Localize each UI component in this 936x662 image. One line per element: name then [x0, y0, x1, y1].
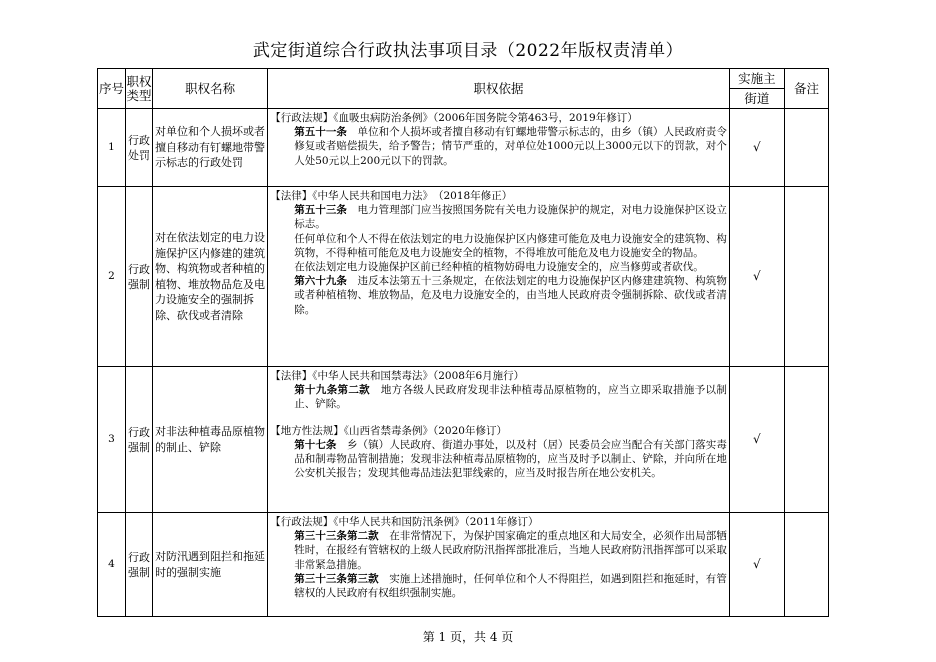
row-basis	[268, 187, 730, 367]
row-remark	[784, 109, 828, 187]
row-name: 对非法种植毒品原植物的制止、铲除	[153, 367, 268, 513]
basis-text: 在非常情况下，为保护国家确定的重点地区和大局安全，必须作出局部牺牲时，在报经有管辖权的上级人民政府防汛指挥部批准后，当地人民政府防汛指挥部可以采取非常紧急措施。	[294, 530, 727, 571]
header-subject: 实施主	[729, 69, 784, 89]
header-basis: 职权依据	[268, 69, 730, 109]
row-subject-mark: √	[729, 367, 784, 513]
basis-paragraph	[270, 274, 727, 317]
row-seq: 4	[98, 513, 126, 617]
basis-paragraph	[270, 111, 727, 125]
article-number: 第五十三条	[294, 204, 347, 217]
table-row	[98, 367, 829, 513]
row-type: 行政强制	[126, 513, 153, 617]
basis-text: 在依法划定电力设施保护区前已经种植的植物妨碍电力设施安全的，应当修剪或者砍伐。	[294, 261, 704, 274]
row-subject-mark: √	[729, 109, 784, 187]
basis-text: 【地方性法规】《山西省禁毒条例》（2020年修订）	[270, 424, 507, 437]
basis-paragraph	[270, 572, 727, 600]
table-row	[98, 109, 829, 187]
basis-paragraph	[270, 260, 727, 274]
basis-paragraph	[270, 125, 727, 168]
basis-text: 【行政法规】《中华人民共和国防汛条例》（2011年修订）	[270, 516, 539, 528]
article-number: 第十七条	[294, 438, 337, 451]
row-name: 对单位和个人损坏或者擅自移动有钉螺地带警示标志的行政处罚	[153, 109, 268, 187]
basis-paragraph	[270, 424, 727, 438]
basis-paragraph	[270, 203, 727, 231]
row-basis	[268, 109, 730, 187]
row-basis	[268, 513, 730, 617]
row-seq: 3	[98, 367, 126, 513]
row-seq: 2	[98, 187, 126, 367]
basis-text: 电力管理部门应当按照国务院有关电力设施保护的规定，对电力设施保护区设立标志。	[294, 204, 727, 231]
row-remark	[784, 187, 828, 367]
article-number: 第三十三条第三款	[294, 572, 379, 585]
basis-text: 任何单位和个人不得在依法划定的电力设施保护区内修建可能危及电力设施安全的建筑物、构筑物，不得种植可能危及电力设施安全的植物，不得堆放可能危及电力设施安全的物品。	[294, 232, 727, 259]
row-seq: 1	[98, 109, 126, 187]
basis-text: 违反本法第五十三条规定，在依法划定的电力设施保护区内修建建筑物、构筑物或者种植植物、堆放物品，危及电力设施安全的，由当地人民政府责令强制拆除、砍伐或者清除。	[294, 275, 727, 316]
basis-paragraph	[270, 232, 727, 260]
basis-text: 实施上述措施时，任何单位和个人不得阻拦，如遇到阻拦和拖延时，有管辖权的人民政府有权组织强制实施。	[294, 572, 727, 600]
row-type: 行政处罚	[126, 109, 153, 187]
table-row	[98, 513, 829, 617]
row-type: 行政强制	[126, 187, 153, 367]
basis-text: 【法律】《中华人民共和国禁毒法》（2008年6月施行）	[270, 370, 525, 382]
basis-text: 地方各级人民政府发现非法种植毒品原植物的，应当立即采取措施予以制止、铲除。	[294, 384, 727, 411]
basis-text: 【法律】《中华人民共和国电力法》 （2018年修正）	[270, 190, 513, 202]
row-subject-mark: √	[729, 187, 784, 367]
article-number: 第十九条第二款	[294, 384, 370, 397]
basis-paragraph	[270, 438, 727, 481]
row-remark	[784, 367, 828, 513]
basis-paragraph	[270, 529, 727, 572]
header-type: 职权类型	[126, 69, 153, 109]
basis-text: 单位和个人损坏或者擅自移动有钉螺地带警示标志的，由乡（镇）人民政府责令修复或者赔偿损失，给予警告；情节严重的，对单位处1000元以上3000元以下的罚款，对个人处50元以上200元以下的罚款。	[294, 126, 727, 167]
table-row	[98, 187, 829, 367]
page-footer: 第 1 页，共 4 页	[422, 630, 514, 644]
header-remark: 备注	[784, 69, 828, 109]
row-name: 对在依法划定的电力设施保护区内修建的建筑物、构筑物或者种植的植物、堆放物品危及电力设施安全的强制拆除、砍伐或者清除	[153, 187, 268, 367]
duty-table	[97, 68, 829, 617]
basis-text: 乡（镇）人民政府、街道办事处，以及村（居）民委员会应当配合有关部门落实毒品和制毒物品管制措施；发现非法种植毒品原植物的，应当及时予以制止、铲除，并向所在地公安机关报告；发现其他毒品违法犯罪线索的，应当及时报告所在地公安机关。	[294, 438, 727, 480]
row-type: 行政强制	[126, 367, 153, 513]
article-number: 第六十九条	[294, 275, 347, 288]
header-name: 职权名称	[153, 69, 268, 109]
row-subject-mark: √	[729, 513, 784, 617]
article-number: 第三十三条第二款	[294, 530, 379, 543]
basis-spacer	[270, 412, 727, 424]
row-name: 对防汛遇到阻拦和拖延时的强制实施	[153, 513, 268, 617]
header-seq: 序号	[98, 69, 126, 109]
page-title: 武定街道综合行政执法事项目录（2022年版权责清单）	[252, 41, 684, 61]
basis-paragraph	[270, 515, 727, 529]
basis-paragraph	[270, 383, 727, 411]
basis-text: 【行政法规】《血吸虫病防治条例》（2006年国务院令第463号，2019年修订）	[270, 112, 638, 124]
article-number: 第五十一条	[294, 126, 347, 139]
basis-paragraph	[270, 369, 727, 383]
row-basis	[268, 367, 730, 513]
header-subject-sub: 街道	[729, 89, 784, 109]
row-remark	[784, 513, 828, 617]
basis-paragraph	[270, 189, 727, 203]
